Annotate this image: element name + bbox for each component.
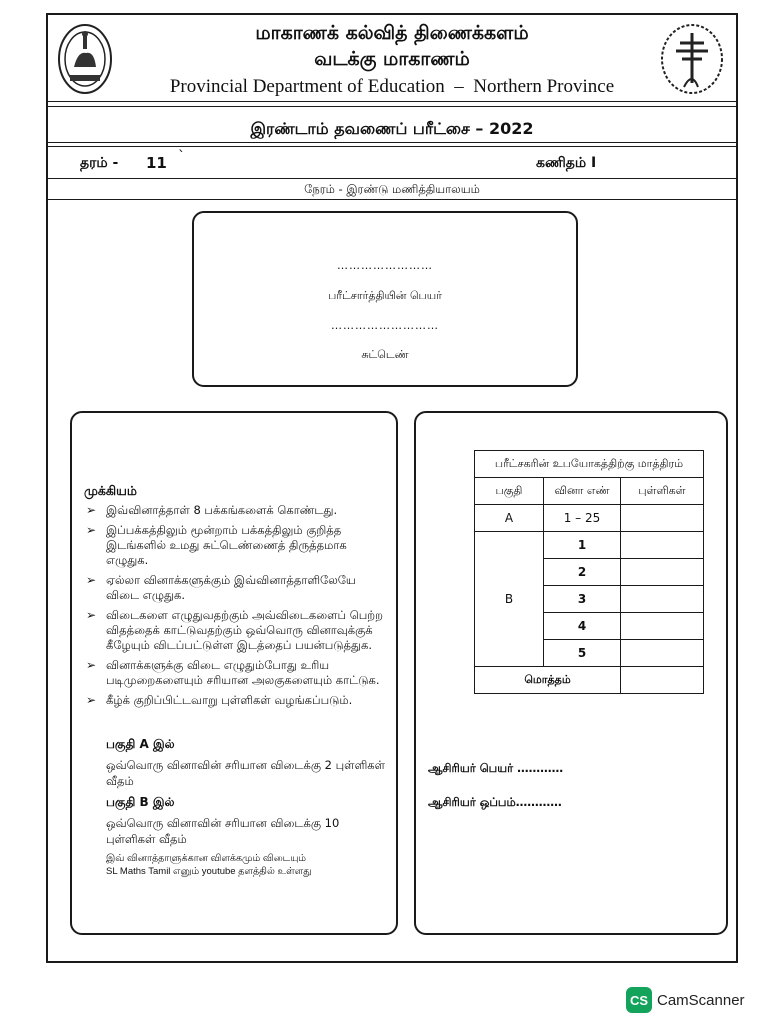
exam-sheet [46, 13, 738, 963]
grade-mark: ` [178, 149, 185, 165]
part-b-heading: பகுதி B இல் [106, 795, 175, 809]
arrow-bullet-icon: ➢ [86, 658, 97, 672]
part-b-cell: B [475, 532, 544, 667]
instructions-list [84, 503, 384, 713]
subject-title: கணிதம் I [536, 155, 597, 171]
northern-province-emblem-icon [658, 21, 726, 101]
candidate-info-box [192, 211, 578, 387]
arrow-bullet-icon: ➢ [86, 693, 97, 707]
instruction-item: ➢ கீழ்க் குறிப்பிட்டவாறு புள்ளிகள் வழங்கப்படும். [86, 693, 353, 707]
question-marks-cell[interactable] [621, 586, 704, 613]
candidate-name-label: பரீட்சார்த்தியின் பெயர் [328, 289, 442, 302]
time-allowed: நேரம் - இரண்டு மணித்தியாலயம் [304, 182, 480, 196]
teacher-signature-label: ஆசிரியர் ஒப்பம்………… [428, 795, 562, 809]
exam-title: இரண்டாம் தவணைப் பரீட்சை – 2022 [250, 119, 534, 138]
camscanner-watermark [626, 987, 745, 1013]
marks-table [474, 450, 704, 694]
grade-value: 11 [146, 154, 167, 172]
instruction-item: ➢ விடைகளை எழுதுவதற்கும் அவ்விடைகளைப் பெற்ற விதத்தைக் காட்டுவதற்கும் ஒவ்வொரு வினாவுக்குக் கீழேயும் விடப்பட்டுள்ள இடத்தைப் பயன்படுத்துக. [86, 608, 383, 652]
instruction-item: ➢ இப்பக்கத்திலும் மூன்றாம் பக்கத்திலும் குறித்த இடங்களில் உமது சுட்டெண்ணைத் திருத்தமாக எழுதுக. [86, 523, 347, 567]
question-number-cell: 4 [544, 613, 621, 640]
question-marks-cell[interactable] [621, 559, 704, 586]
note-line-1: இவ் வினாத்தாளுக்கான விளக்கமும் விடையும் [106, 853, 307, 864]
grade-label: தரம் - [80, 155, 119, 171]
teacher-name-label: ஆசிரியர் பெயர் ………… [428, 761, 564, 775]
part-a-cell: A [475, 505, 544, 532]
camscanner-logo-icon: CS [626, 987, 652, 1013]
part-a-range-cell: 1 – 25 [544, 505, 621, 532]
candidate-name-field[interactable]: …………………… [337, 259, 433, 272]
arrow-bullet-icon: ➢ [86, 503, 97, 517]
arrow-bullet-icon: ➢ [86, 573, 97, 587]
part-a-text: ஒவ்வொரு வினாவின் சரியான விடைக்கு 2 புள்ளிகள் வீதம் [106, 758, 386, 788]
arrow-bullet-icon: ➢ [86, 523, 97, 537]
col-header-marks: புள்ளிகள் [621, 478, 704, 505]
question-marks-cell[interactable] [621, 613, 704, 640]
question-marks-cell[interactable] [621, 640, 704, 667]
marks-table-title: பரீட்சகரின் உபயோகத்திற்கு மாத்திரம் [475, 451, 704, 478]
question-marks-cell[interactable] [621, 532, 704, 559]
question-number-cell: 5 [544, 640, 621, 667]
index-number-field[interactable]: ……………………… [331, 319, 439, 332]
col-header-part: பகுதி [475, 478, 544, 505]
question-number-cell: 2 [544, 559, 621, 586]
question-number-cell: 1 [544, 532, 621, 559]
header-english-line: Provincial Department of Education – Northern Province [169, 76, 615, 97]
camscanner-brand: CamScanner [657, 991, 745, 1009]
instructions-box [70, 411, 398, 935]
instruction-item: ➢ வினாக்களுக்கு விடை எழுதும்போது உரிய படிமுறைகளையும் சரியான அலகுகளையும் காட்டுக. [86, 658, 380, 687]
col-header-question: வினா எண் [544, 478, 621, 505]
header-tamil-line2: வடக்கு மாகாணம் [314, 48, 470, 70]
total-marks-cell[interactable] [621, 667, 704, 694]
index-number-label: சுட்டெண் [361, 348, 409, 361]
part-b-text: ஒவ்வொரு வினாவின் சரியான விடைக்கு 10 புள்ளிகள் வீதம் [106, 816, 340, 846]
instruction-item: ➢ ஏல்லா வினாக்களுக்கும் இவ்வினாத்தாளிலேயே விடை எழுதுக. [86, 573, 356, 602]
part-a-heading: பகுதி A இல் [106, 737, 175, 751]
header-tamil-line1: மாகாணக் கல்வித் திணைக்களம் [255, 22, 529, 44]
arrow-bullet-icon: ➢ [86, 608, 97, 622]
note-line-2: SL Maths Tamil எனும் youtube தளத்தில் உள்ளது [106, 866, 312, 877]
total-label-cell: மொத்தம் [475, 667, 621, 694]
instruction-item: ➢ இவ்வினாத்தாள் 8 பக்கங்களைக் கொண்டது. [86, 503, 338, 517]
instructions-heading: முக்கியம் [84, 483, 137, 498]
question-number-cell: 3 [544, 586, 621, 613]
part-a-marks-cell[interactable] [621, 505, 704, 532]
